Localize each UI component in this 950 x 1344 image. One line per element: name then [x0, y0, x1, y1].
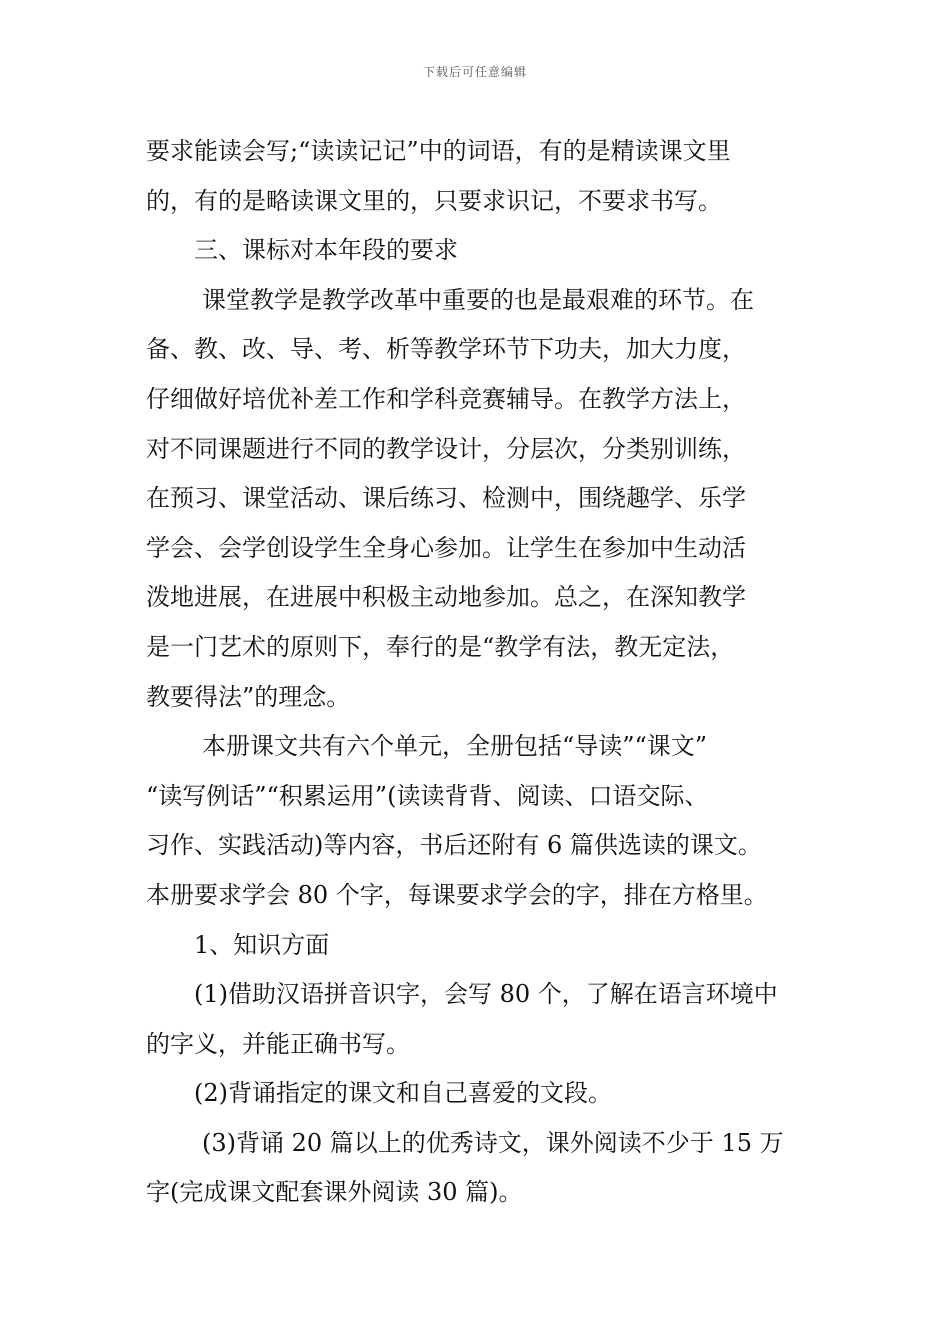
text-line: (1)借助汉语拼音识字，会写 80 个，了解在语言环境中	[194, 980, 778, 1009]
text-line: (2)背诵指定的课文和自己喜爱的文段。	[194, 1079, 612, 1108]
text-line: 本册要求学会 80 个字，每课要求学会的字，排在方格里。	[146, 880, 768, 909]
text-line: 泼地进展，在进展中积极主动地参加。总之，在深知教学	[146, 583, 746, 612]
text-line: 仔细做好培优补差工作和学科竞赛辅导。在教学方法上，	[146, 384, 746, 413]
section-heading: 1、知识方面	[194, 930, 330, 959]
text-line: 教要得法”的理念。	[146, 682, 351, 711]
text-line: 的，有的是略读课文里的，只要求识记，不要求书写。	[146, 186, 722, 215]
page-header: 下载后可任意编辑	[422, 65, 527, 79]
text-line: 习作、实践活动)等内容，书后还附有 6 篇供选读的课文。	[146, 831, 762, 860]
text-line: “读写例话”“积累运用”(读读背背、阅读、口语交际、	[146, 781, 709, 810]
text-line: 要求能读会写;“读读记记”中的词语，有的是精读课文里	[146, 137, 731, 165]
text-line: 学会、会学创设学生全身心参加。让学生在参加中生动活	[146, 533, 746, 562]
text-line: 本册课文共有六个单元，全册包括“导读”“课文”	[202, 732, 708, 761]
text-line: 备、教、改、导、考、析等教学环节下功夫，加大力度，	[146, 335, 746, 364]
text-line: 在预习、课堂活动、课后练习、检测中，围绕趣学、乐学	[146, 484, 746, 513]
section-heading: 三、课标对本年段的要求	[194, 236, 458, 265]
text-line: 课堂教学是教学改革中重要的也是最艰难的环节。在	[202, 285, 754, 314]
text-line: (3)背诵 20 篇以上的优秀诗文，课外阅读不少于 15 万	[202, 1128, 784, 1157]
text-line: 是一门艺术的原则下，奉行的是“教学有法，教无定法，	[146, 632, 735, 661]
text-line: 对不同课题进行不同的教学设计，分层次，分类别训练，	[146, 434, 746, 463]
text-line: 字(完成课文配套课外阅读 30 篇)。	[146, 1178, 523, 1207]
body-text	[146, 127, 806, 1218]
text-line: 的字义，并能正确书写。	[146, 1029, 410, 1058]
